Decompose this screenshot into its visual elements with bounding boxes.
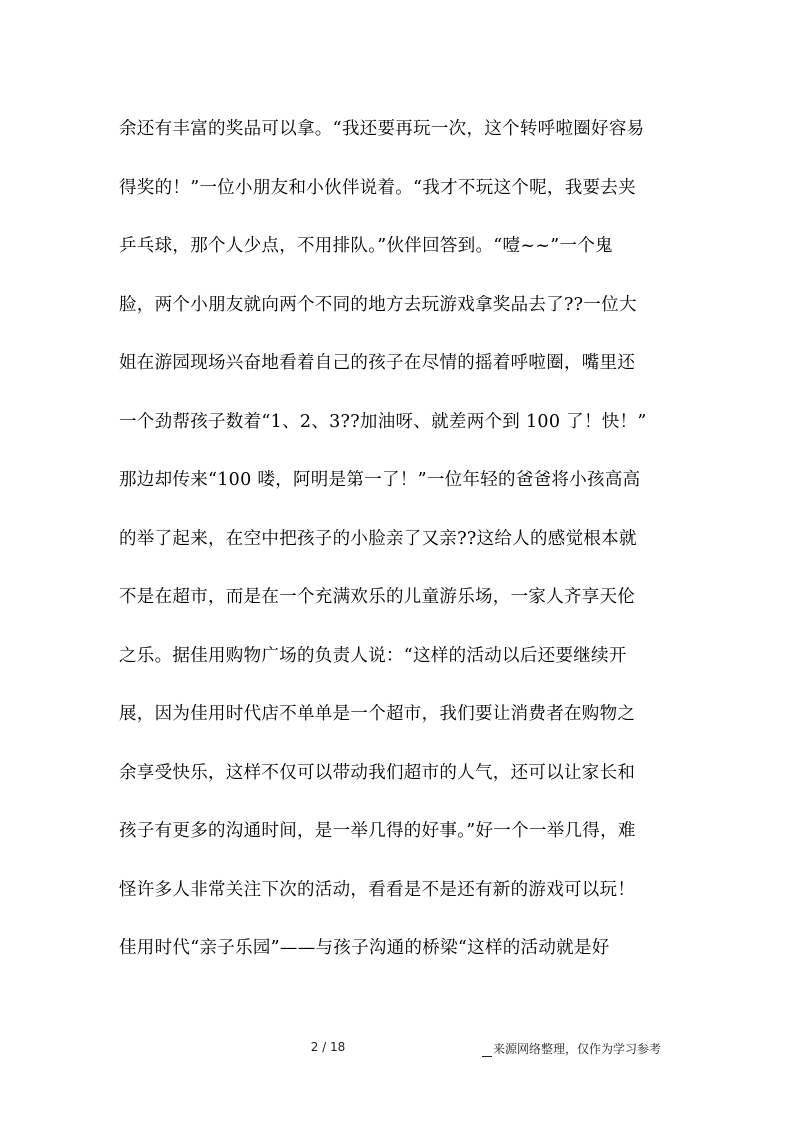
text-line: 姐在游园现场兴奋地看着自己的孩子在尽情的摇着呼啦圈，嘴里还	[119, 353, 636, 373]
page-number: 2 / 18	[310, 1040, 346, 1054]
text-line: 得奖的！”一位小朋友和小伙伴说着。“我才不玩这个呢，我要去夹	[119, 177, 636, 198]
text-line: 乒乓球，那个人少点，不用排队。”伙伴回答到。“噎~~”一个鬼	[119, 236, 613, 256]
source-underline-mark	[482, 1044, 492, 1057]
text-line: 那边却传来“100 喽，阿明是第一了！”一位年轻的爸爸将小孩高高	[119, 470, 641, 490]
text-line: 余享受快乐，这样不仅可以带动我们超市的人气，还可以让家长和	[119, 762, 636, 783]
text-line: 不是在超市，而是在一个充满欢乐的儿童游乐场，一家人齐享天伦	[119, 587, 636, 607]
text-line: 之乐。据佳用购物广场的负责人说：“这样的活动以后还要继续开	[119, 645, 627, 666]
source-note	[482, 1040, 661, 1057]
source-note-text: 来源网络整理，仅作为学习参考	[493, 1042, 662, 1056]
text-line: 佳用时代“亲子乐园”——与孩子沟通的桥梁“这样的活动就是好	[119, 938, 610, 958]
text-line: 余还有丰富的奖品可以拿。“我还要再玩一次，这个转呼啦圈好容易	[119, 119, 645, 139]
text-line: 一个劲帮孩子数着“1、2、3??加油呀、就差两个到 100 了！快！”	[119, 411, 647, 432]
text-line: 孩子有更多的沟通时间，是一举几得的好事。”好一个一举几得，难	[119, 821, 636, 841]
text-line: 的举了起来，在空中把孩子的小脸亲了又亲??这给人的感觉根本就	[119, 528, 637, 549]
body-text	[119, 108, 679, 986]
text-line: 怪许多人非常关注下次的活动，看看是不是还有新的游戏可以玩！	[119, 879, 636, 900]
page-footer	[0, 1036, 794, 1060]
text-line: 展，因为佳用时代店不单单是一个超市，我们要让消费者在购物之	[119, 704, 636, 724]
text-line: 脸，两个小朋友就向两个不同的地方去玩游戏拿奖品去了??一位大	[119, 294, 637, 315]
